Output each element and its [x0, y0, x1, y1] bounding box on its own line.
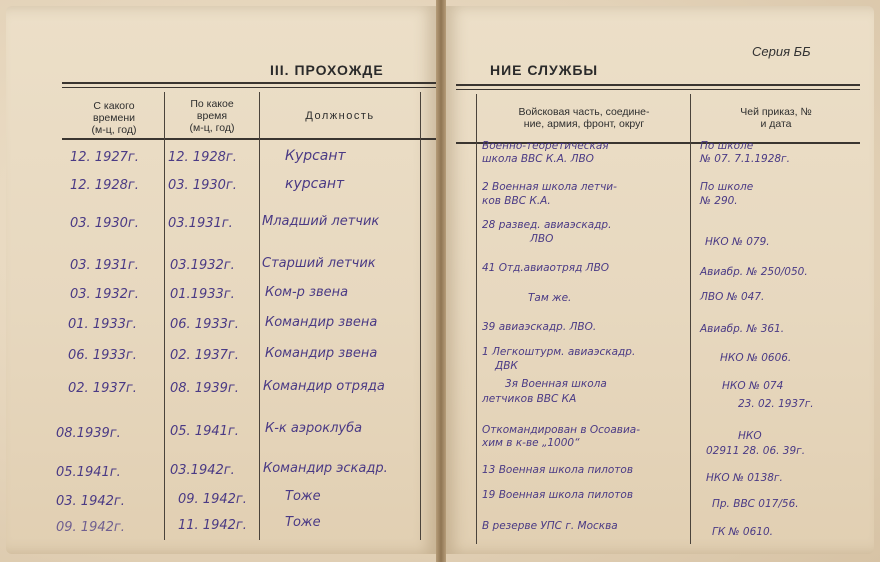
- row-position: Командир эскадр.: [263, 461, 388, 476]
- col-header-order-line1: Чей приказ, №: [740, 106, 812, 118]
- row-position: Командир звена: [265, 346, 378, 361]
- row-unit-line1: 39 авиаэскадр. ЛВО.: [482, 321, 597, 333]
- row-order-line1: Авиабр. № 250/050.: [700, 266, 808, 278]
- row-to: 02. 1937г.: [170, 348, 239, 363]
- row-order-line1: НКО № 0606.: [720, 352, 792, 364]
- row-order-line2: № 07. 7.1.1928г.: [700, 153, 790, 165]
- col-header-unit-line2: ние, армия, фронт, округ: [523, 118, 645, 130]
- col-header-to-line2: время: [196, 110, 228, 122]
- col-divider-1: [164, 92, 165, 540]
- col-divider-3: [420, 92, 421, 540]
- row-order-line2: № 290.: [700, 195, 738, 207]
- row-to: 01.1933г.: [170, 287, 235, 302]
- row-to: 03.1932г.: [170, 258, 235, 273]
- row-from: 03. 1930г.: [70, 216, 139, 231]
- row-position: К-к аэроклуба: [265, 421, 363, 436]
- row-order-line1: ГК № 0610.: [712, 526, 773, 538]
- col-header-from-line1: С какого: [93, 100, 135, 112]
- row-position: Командир отряда: [263, 379, 385, 394]
- row-order-line1: НКО № 079.: [705, 236, 770, 248]
- header-rule-left: [62, 138, 436, 140]
- col-header-order: [692, 106, 860, 130]
- col-header-to-line1: По какое: [190, 98, 234, 110]
- top-rule-right-thin: [456, 89, 860, 90]
- section-title-left: III. ПРОХОЖДЕ: [270, 62, 384, 78]
- row-to: 03.1942г.: [170, 463, 235, 478]
- row-position: курсант: [285, 176, 345, 192]
- row-unit-line1: 13 Военная школа пилотов: [482, 464, 634, 476]
- row-unit-line1: 41 Отд.авиаотряд ЛВО: [482, 262, 610, 274]
- row-order-line2: 02911 28. 06. 39г.: [706, 445, 806, 457]
- row-to: 11. 1942г.: [178, 518, 247, 533]
- row-order-line1: ЛВО № 047.: [700, 291, 765, 303]
- row-to: 03. 1930г.: [168, 178, 237, 193]
- row-order-line1: По школе: [700, 140, 754, 152]
- col-header-to-line3: (м-ц, год): [189, 122, 235, 134]
- row-from: 09. 1942г.: [56, 520, 125, 535]
- row-from: 03. 1932г.: [70, 287, 139, 302]
- row-to: 05. 1941г.: [170, 424, 239, 439]
- col-header-position: Должность: [305, 110, 375, 122]
- row-position: Курсант: [285, 148, 346, 164]
- col-header-to: [166, 98, 258, 134]
- section-title-right: НИЕ СЛУЖБЫ: [490, 62, 599, 78]
- row-position: Тоже: [285, 515, 321, 530]
- row-unit-line1: 2 Военная школа летчи-: [482, 181, 617, 193]
- row-order-line1: НКО № 074: [722, 380, 784, 392]
- row-unit-line1: Военно-теоретическая: [482, 140, 609, 152]
- row-from: 08.1939г.: [56, 426, 121, 441]
- row-unit-line2: хим в к-ве „1000“: [482, 437, 580, 449]
- row-order-line1: Авиабр. № 361.: [700, 323, 785, 335]
- row-to: 12. 1928г.: [168, 150, 237, 165]
- row-from: 03. 1942г.: [56, 494, 125, 509]
- row-order-line1: НКО: [738, 430, 762, 442]
- row-from: 03. 1931г.: [70, 258, 139, 273]
- col-header-order-line2: и дата: [760, 118, 792, 130]
- col-header-from: [66, 100, 162, 136]
- top-rule-right: [456, 84, 860, 86]
- row-unit-line1: В резерве УПС г. Москва: [482, 520, 618, 532]
- col-header-from-line2: времени: [93, 112, 135, 124]
- row-unit-line2: ков ВВС К.А.: [482, 195, 551, 207]
- row-from: 06. 1933г.: [68, 348, 137, 363]
- row-unit-line1: Там же.: [528, 292, 572, 304]
- col-header-from-line3: (м-ц, год): [91, 124, 137, 136]
- row-from: 12. 1928г.: [70, 178, 139, 193]
- row-position: Командир звена: [265, 315, 378, 330]
- row-position: Тоже: [285, 489, 321, 504]
- row-from: 05.1941г.: [56, 465, 121, 480]
- row-position: Ком-р звена: [265, 285, 349, 300]
- row-to: 08. 1939г.: [170, 381, 239, 396]
- row-to: 03.1931г.: [168, 216, 233, 231]
- row-unit-line1: 3я Военная школа: [505, 378, 607, 390]
- row-to: 06. 1933г.: [170, 317, 239, 332]
- col-header-unit-line1: Войсковая часть, соедине-: [518, 106, 650, 118]
- row-order-line1: Пр. ВВС 017/56.: [712, 498, 799, 510]
- row-from: 02. 1937г.: [68, 381, 137, 396]
- col-divider-2: [259, 92, 260, 540]
- col-divider-4: [476, 94, 477, 544]
- row-order-line1: НКО № 0138г.: [706, 472, 783, 484]
- row-unit-line2: ЛВО: [530, 233, 554, 245]
- row-position: Старший летчик: [262, 256, 376, 271]
- row-unit-line1: Откомандирован в Осоавиа-: [482, 424, 641, 436]
- book-spine: [436, 0, 446, 562]
- row-order-line1: По школе: [700, 181, 754, 193]
- row-order-line2: 23. 02. 1937г.: [738, 398, 814, 410]
- row-unit-line2: летчиков ВВС КА: [482, 393, 577, 405]
- row-unit-line2: ДВК: [495, 360, 518, 372]
- row-unit-line2: школа ВВС К.А. ЛВО: [482, 153, 594, 165]
- row-position: Младший летчик: [262, 214, 380, 229]
- row-unit-line1: 28 развед. авиаэскадр.: [482, 219, 612, 231]
- series-label: Серия ББ: [752, 44, 811, 59]
- top-rule-left: [62, 82, 436, 84]
- row-to: 09. 1942г.: [178, 492, 247, 507]
- row-unit-line1: 19 Военная школа пилотов: [482, 489, 634, 501]
- top-rule-left-thin: [62, 87, 436, 88]
- col-divider-5: [690, 94, 691, 544]
- col-header-unit: [480, 106, 688, 130]
- row-from: 01. 1933г.: [68, 317, 137, 332]
- row-unit-line1: 1 Легкоштурм. авиаэскадр.: [482, 346, 636, 358]
- row-from: 12. 1927г.: [70, 150, 139, 165]
